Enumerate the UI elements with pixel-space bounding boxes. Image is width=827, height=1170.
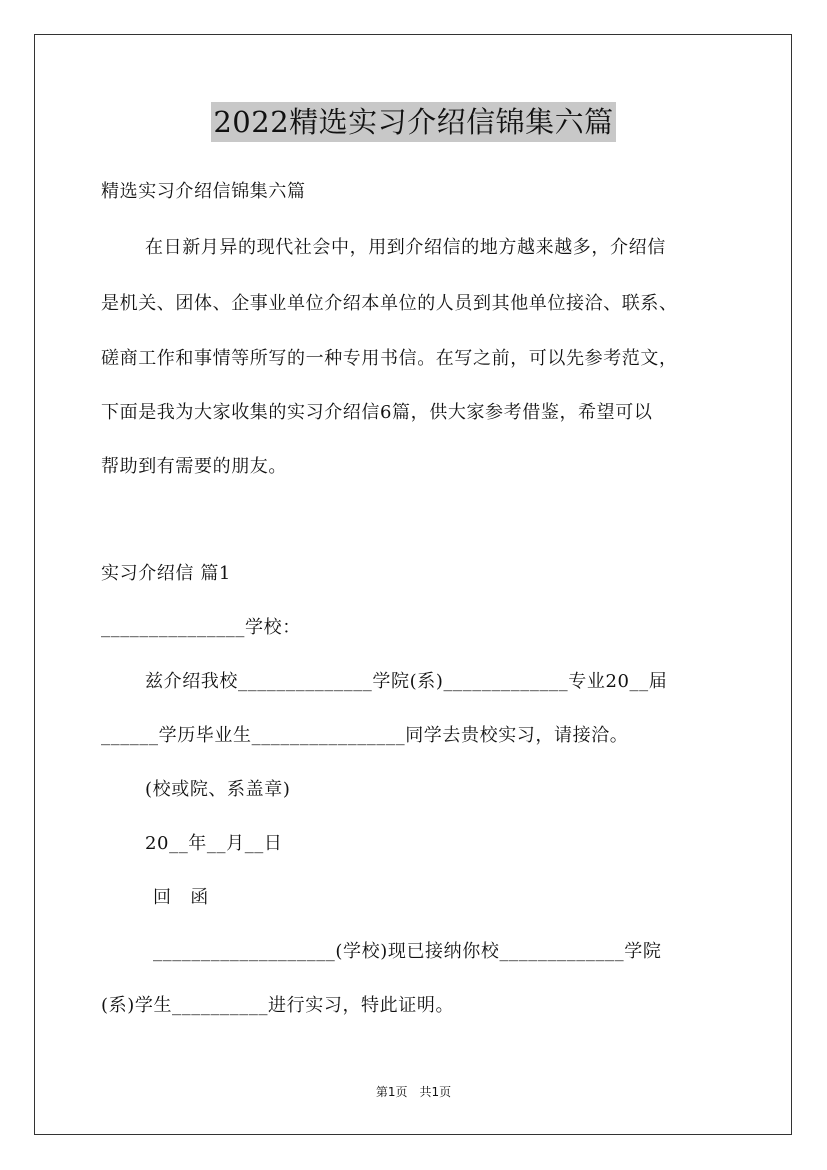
letter-body-line-2: ______学历毕业生________________同学去贵校实习，请接洽。 <box>101 725 629 746</box>
intro-line-2: 是机关、团体、企事业单位介绍本单位的人员到其他单位接洽、联系、 <box>101 293 678 314</box>
reply-line-1: ___________________(学校)现已接纳你校_____________学院 <box>153 941 662 962</box>
intro-line-5: 帮助到有需要的朋友。 <box>101 456 287 477</box>
intro-line-3: 磋商工作和事情等所写的一种专用书信。在写之前，可以先参考范文， <box>101 348 678 369</box>
section-heading: 实习介绍信 篇1 <box>101 563 231 584</box>
addressee-line: _______________学校： <box>101 617 301 638</box>
intro-line-1: 在日新月异的现代社会中，用到介绍信的地方越来越多，介绍信 <box>145 237 666 258</box>
document-title: 2022精选实习介绍信锦集六篇 <box>211 102 615 142</box>
intro-line-4: 下面是我为大家收集的实习介绍信6篇，供大家参考借鉴，希望可以 <box>101 402 653 423</box>
seal-note: (校或院、系盖章) <box>145 779 291 800</box>
document-subtitle: 精选实习介绍信锦集六篇 <box>101 181 306 202</box>
page-footer: 第1页 共1页 <box>375 1085 452 1099</box>
reply-line-2: (系)学生__________进行实习，特此证明。 <box>101 995 455 1016</box>
date-line: 20__年__月__日 <box>145 833 283 854</box>
title-container <box>0 102 827 142</box>
reply-heading: 回 函 <box>153 887 209 908</box>
letter-body-line-1: 兹介绍我校______________学院(系)_____________专业20__届 <box>145 671 668 692</box>
